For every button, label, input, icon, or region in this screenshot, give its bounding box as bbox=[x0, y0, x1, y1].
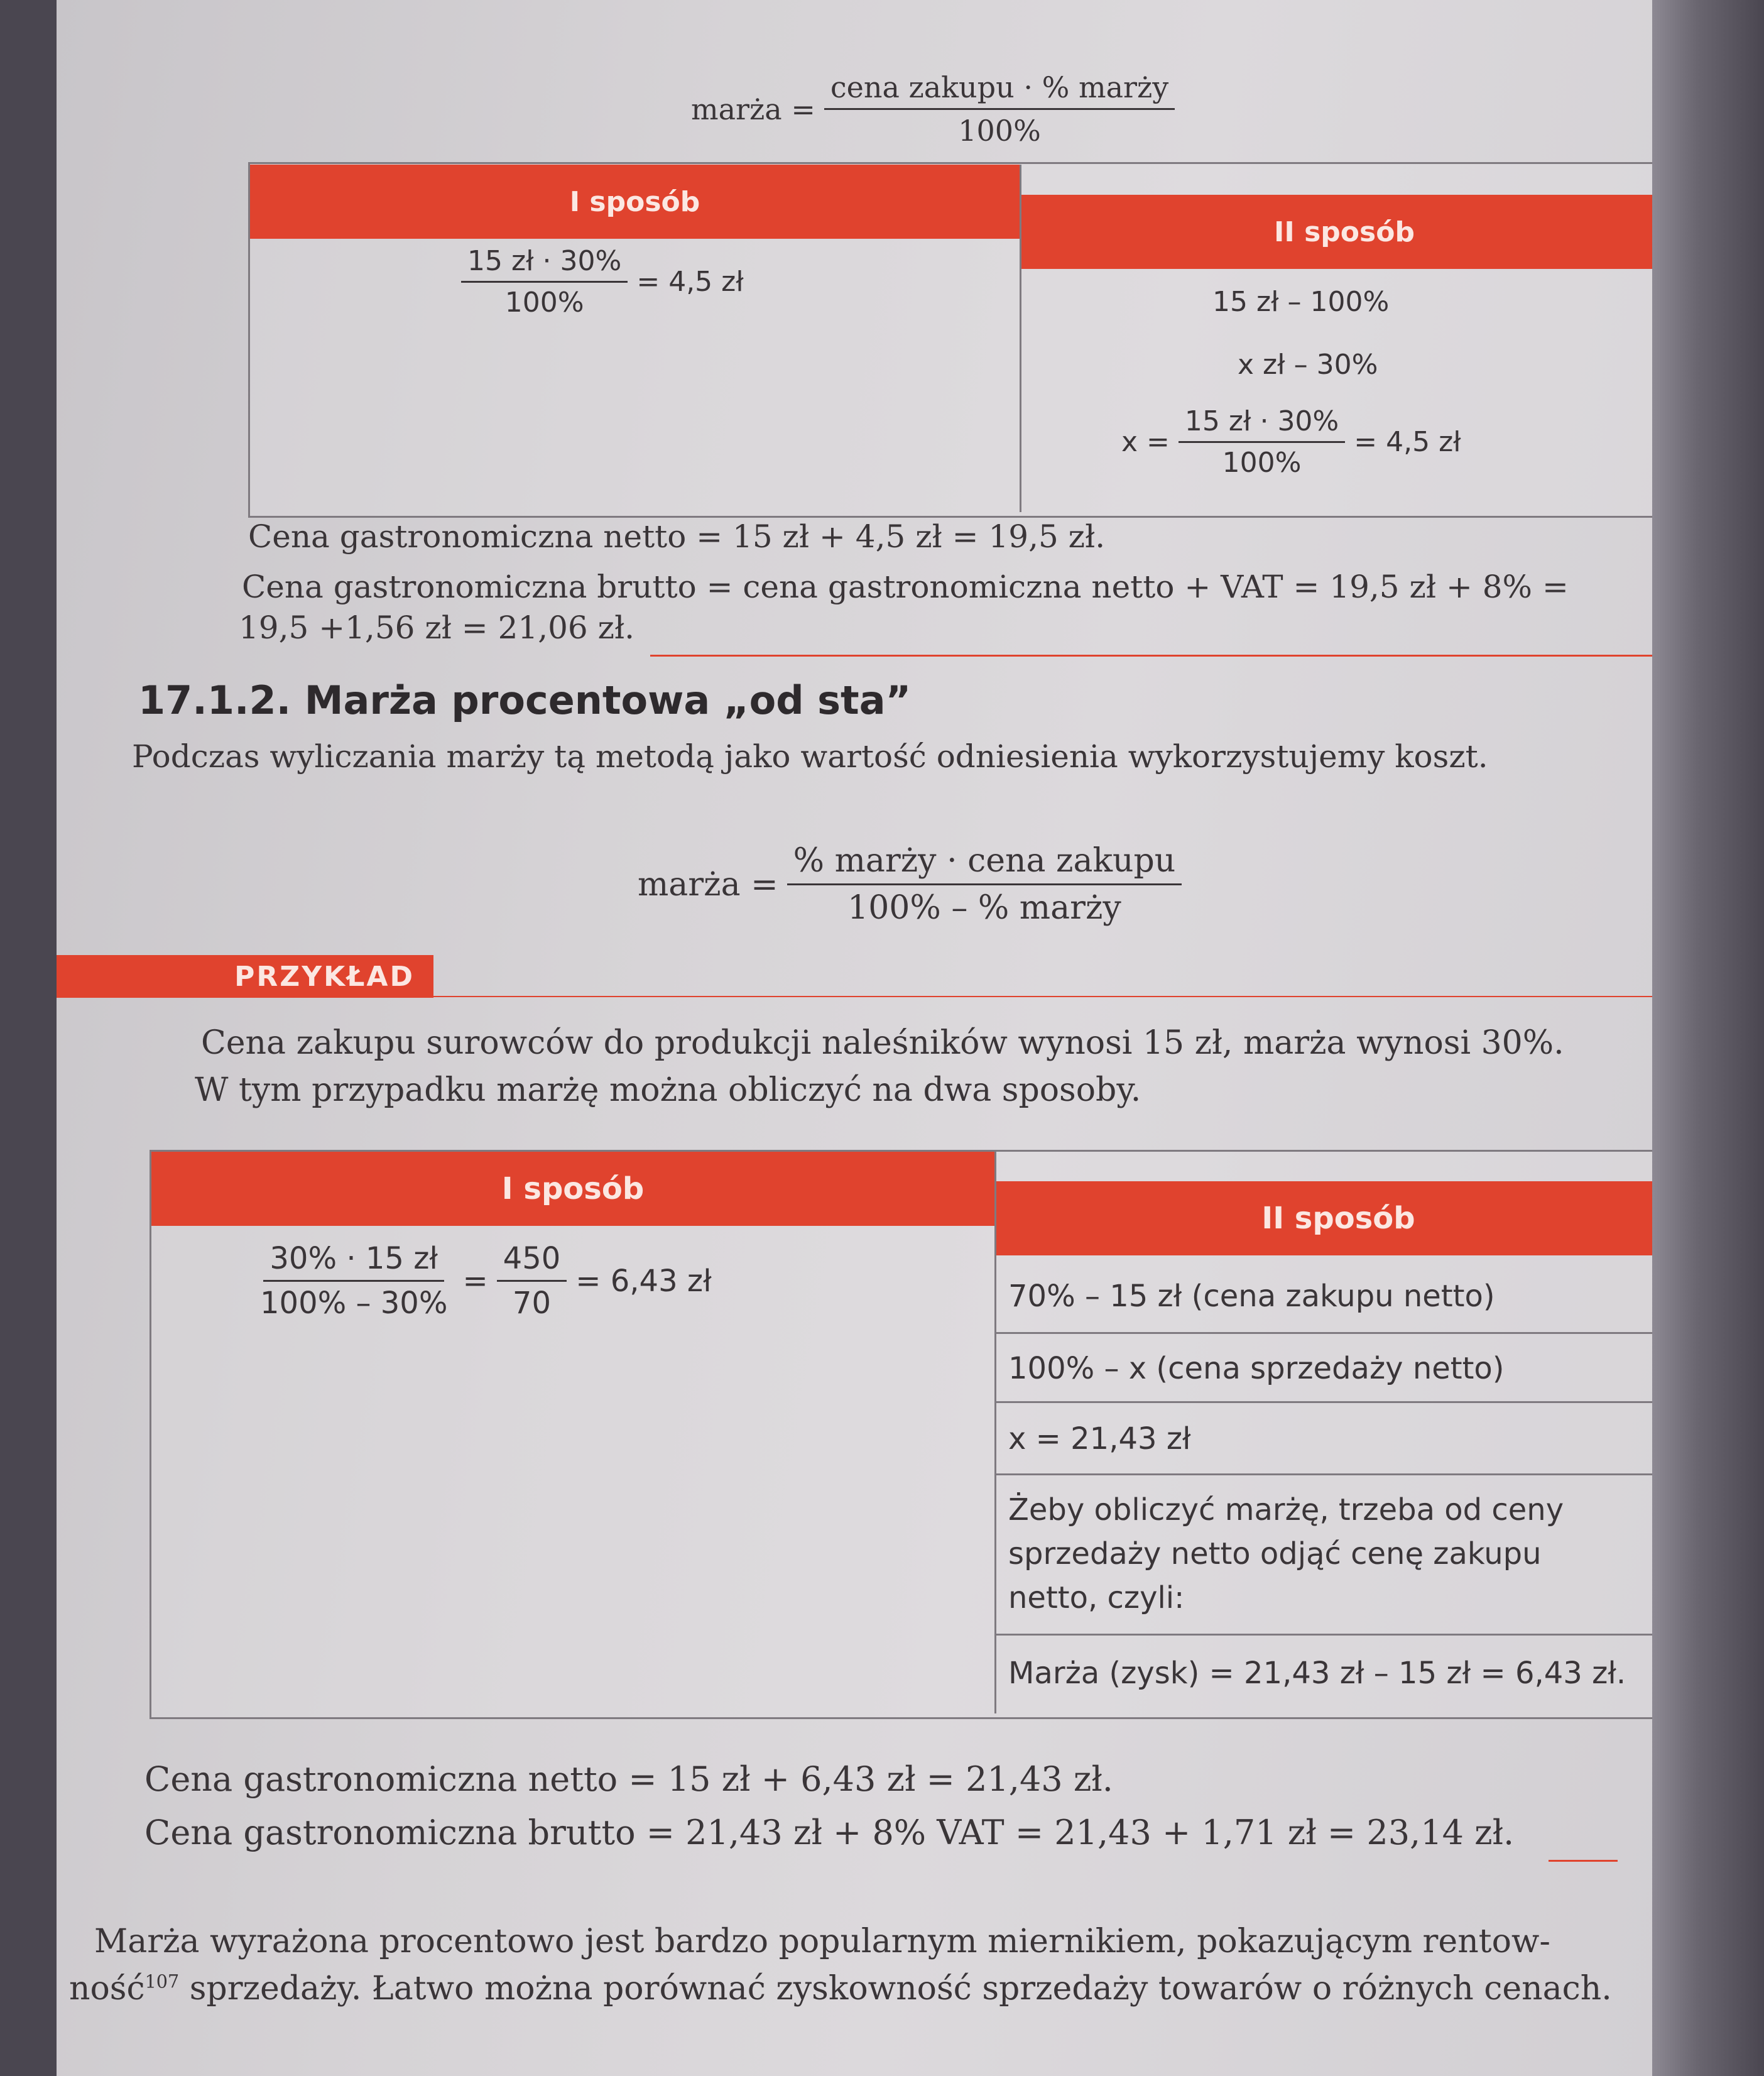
table1-m2-result: = 4,5 zł bbox=[1354, 426, 1461, 458]
net-price-line-2: Cena gastronomiczna netto = 15 zł + 6,43 zł = 21,43 zł. bbox=[144, 1759, 1113, 1799]
table2-m1-result: = 6,43 zł bbox=[575, 1263, 712, 1299]
table2-m1-denominator-1: 100% – 30% bbox=[260, 1286, 448, 1321]
example-badge: PRZYKŁAD bbox=[57, 955, 433, 998]
table2-m1-equals: = bbox=[462, 1263, 488, 1299]
table1-m1-result: = 4,5 zł bbox=[636, 266, 744, 298]
closing-line1: Marża wyrażona procentowo jest bardzo popularnym miernikiem, pokazującym rentow- bbox=[94, 1923, 1550, 1960]
table2-m2-row4-line1: Żeby obliczyć marżę, trzeba od ceny bbox=[1008, 1492, 1564, 1527]
formula-lhs: marża = bbox=[691, 92, 815, 126]
table2-m2-row4-line2: sprzedaży netto odjąć cenę zakupu bbox=[1008, 1536, 1542, 1571]
example-rule bbox=[433, 996, 1652, 997]
table1-m1-numerator: 15 zł · 30% bbox=[461, 245, 628, 283]
gross-price-line-1b: 19,5 +1,56 zł = 21,06 zł. bbox=[239, 609, 635, 646]
table2-row-sep-1 bbox=[996, 1332, 1652, 1334]
gross-price-line-1: Cena gastronomiczna brutto = cena gastronomiczna netto + VAT = 19,5 zł + 8% = bbox=[242, 569, 1569, 605]
table2-header-method-1: I sposób bbox=[151, 1152, 994, 1226]
margin-formula-percent bbox=[638, 842, 1190, 927]
table2-divider bbox=[994, 1152, 996, 1713]
formula-denominator: 100% bbox=[958, 114, 1041, 148]
example-text-line1: Cena zakupu surowców do produkcji naleśników wynosi 15 zł, marża wynosi 30%. bbox=[201, 1024, 1564, 1062]
formula2-numerator: % marży · cena zakupu bbox=[787, 842, 1182, 885]
textbook-page bbox=[57, 0, 1652, 2076]
rule-2 bbox=[1549, 1860, 1618, 1862]
closing-line2 bbox=[69, 1970, 1612, 2008]
table1-method1-calc bbox=[452, 245, 744, 319]
table2-m2-row2: 100% – x (cena sprzedaży netto) bbox=[1008, 1351, 1505, 1386]
rule-1 bbox=[650, 655, 1652, 657]
gross-price-line-2: Cena gastronomiczna brutto = 21,43 zł + 8% VAT = 21,43 + 1,71 zł = 23,14 zł. bbox=[144, 1813, 1515, 1852]
closing-rest: sprzedaży. Łatwo można porównać zyskowność sprzedaży towarów o różnych cenach. bbox=[179, 1970, 1612, 2008]
formula-numerator: cena zakupu · % marży bbox=[824, 70, 1175, 110]
table2-m1-denominator-2: 70 bbox=[512, 1286, 551, 1321]
table1-divider bbox=[1020, 165, 1021, 512]
formula2-lhs: marża = bbox=[638, 865, 778, 904]
table2-m2-row5: Marża (zysk) = 21,43 zł – 15 zł = 6,43 zł. bbox=[1008, 1656, 1626, 1691]
table1-header-method-2: II sposób bbox=[1021, 195, 1652, 269]
table2-header-method-2: II sposób bbox=[996, 1181, 1652, 1255]
formula2-denominator: 100% – % marży bbox=[847, 889, 1121, 927]
table2-m2-row3: x = 21,43 zł bbox=[1008, 1421, 1191, 1456]
closing-word-start: ność bbox=[69, 1970, 145, 2008]
page-edge bbox=[1652, 0, 1764, 2076]
table2-row-sep-4 bbox=[996, 1634, 1652, 1636]
margin-formula-top bbox=[691, 70, 1184, 148]
table2-row-sep-2 bbox=[996, 1401, 1652, 1403]
table2-m1-numerator-2: 450 bbox=[497, 1241, 567, 1282]
table1-header-method-1: I sposób bbox=[250, 165, 1020, 239]
table1-m2-line1: 15 zł – 100% bbox=[1212, 286, 1390, 318]
table2-m2-row1: 70% – 15 zł (cena zakupu netto) bbox=[1008, 1279, 1495, 1314]
table1-m2-line2: x zł – 30% bbox=[1238, 349, 1378, 381]
table1-m1-denominator: 100% bbox=[504, 287, 584, 319]
section-heading: 17.1.2. Marża procentowa „od sta” bbox=[138, 677, 912, 723]
table1-m2-numerator: 15 zł · 30% bbox=[1179, 405, 1345, 443]
footnote-marker: 107 bbox=[144, 1970, 180, 1992]
table2-m1-numerator-1: 30% · 15 zł bbox=[263, 1241, 444, 1282]
example-text-line2: W tym przypadku marżę można obliczyć na dwa sposoby. bbox=[195, 1071, 1141, 1109]
table1-m2-x: x = bbox=[1121, 426, 1170, 458]
table1-m2-solution bbox=[1121, 405, 1461, 479]
table2-method1-calc bbox=[245, 1241, 712, 1321]
table2-row-sep-3 bbox=[996, 1473, 1652, 1475]
section-intro: Podczas wyliczania marży tą metodą jako wartość odniesienia wykorzystujemy koszt. bbox=[132, 738, 1488, 775]
net-price-line-1: Cena gastronomiczna netto = 15 zł + 4,5 zł = 19,5 zł. bbox=[248, 518, 1106, 555]
table2-m2-row4-line3: netto, czyli: bbox=[1008, 1580, 1185, 1615]
table1-m2-denominator: 100% bbox=[1222, 447, 1302, 479]
